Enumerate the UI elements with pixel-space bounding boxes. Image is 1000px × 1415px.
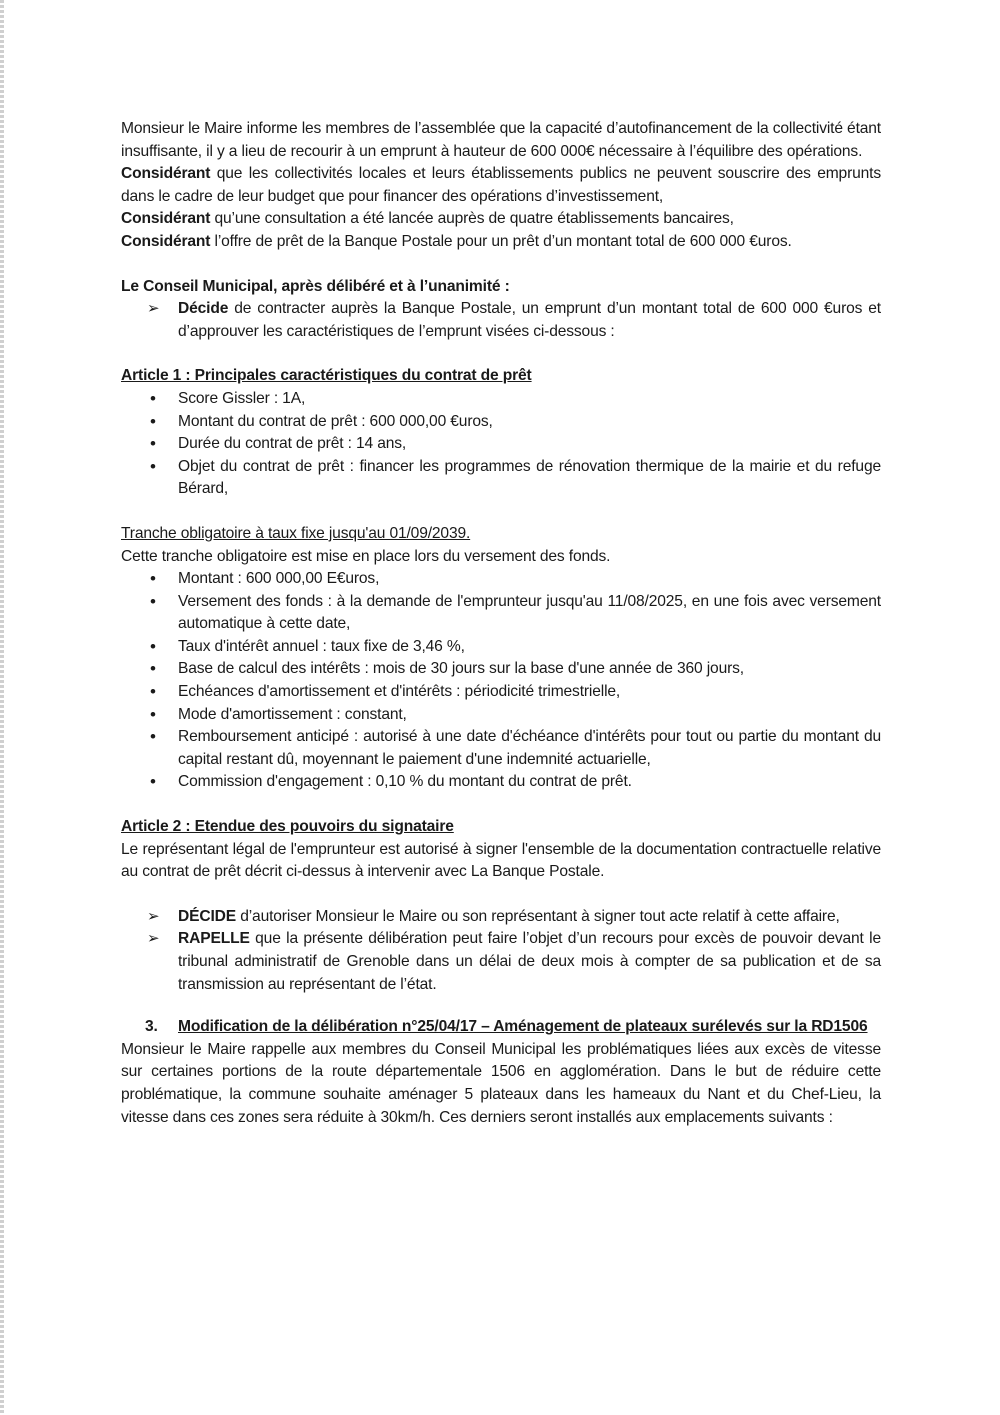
list-item: • Base de calcul des intérêts : mois de 30 jours sur la base d'une année de 360 jours, [178, 658, 881, 681]
list-item: • Versement des fonds : à la demande de l'emprunteur jusqu'au 11/08/2025, en une fois avec versement automatique à cette date, [178, 591, 881, 636]
document-page [121, 118, 881, 1129]
section-number: 3. [145, 1018, 158, 1036]
article1-list [121, 388, 881, 501]
scan-edge-artifact [0, 0, 4, 1415]
decision-list [121, 298, 881, 343]
list-item: • Durée du contrat de prêt : 14 ans, [178, 433, 881, 456]
considerant-3: Considérant l’offre de prêt de la Banque Postale pour un prêt d’un montant total de 600 000 €uros. [121, 232, 792, 250]
list-item: • Objet du contrat de prêt : financer les programmes de rénovation thermique de la mairie et du refuge Bérard, [178, 456, 881, 501]
considerant-2: Considérant qu’une consultation a été lancée auprès de quatre établissements bancaires, [121, 210, 734, 228]
list-item: • Montant du contrat de prêt : 600 000,00 €uros, [178, 411, 881, 434]
section-title: Modification de la délibération n°25/04/17 – Aménagement de plateaux surélevés sur la RD1506 [178, 1018, 868, 1036]
list-item: • Commission d'engagement : 0,10 % du montant du contrat de prêt. [178, 771, 881, 794]
list-item: • Score Gissler : 1A, [178, 388, 881, 411]
decision-item: ➢ DÉCIDE d’autoriser Monsieur le Maire ou son représentant à signer tout acte relatif à cette affaire, [178, 906, 881, 929]
tranche-heading: Tranche obligatoire à taux fixe jusqu'au 01/09/2039. [121, 524, 471, 542]
list-item: • Echéances d'amortissement et d'intérêts : périodicité trimestrielle, [178, 681, 881, 704]
considerant-1: Considérant que les collectivités locales et leurs établissements publics ne peuvent souscrire des emprunts dans le cadre de leur budget que pour financer des opérations d’investissement, [121, 165, 881, 205]
article2-decision-list [121, 906, 881, 996]
list-item: • Montant : 600 000,00 E€uros, [178, 568, 881, 591]
intro-paragraph: Monsieur le Maire informe les membres de l’assemblée que la capacité d’autofinancement de la collectivité étant insuffisante, il y a lieu de recourir à un emprunt à hauteur de 600 000€ nécessaire à l’équilibre des opérations. [121, 120, 881, 160]
decision-heading: Le Conseil Municipal, après délibéré et à l’unanimité : [121, 277, 510, 295]
tranche-intro: Cette tranche obligatoire est mise en place lors du versement des fonds. [121, 547, 611, 565]
list-item: • Taux d'intérêt annuel : taux fixe de 3,46 %, [178, 636, 881, 659]
article1-heading: Article 1 : Principales caractéristiques du contrat de prêt [121, 367, 532, 385]
section3-heading [121, 1016, 881, 1039]
arrow-right-icon: ➢ [147, 300, 160, 318]
arrow-right-icon: ➢ [147, 930, 160, 948]
section3-paragraph: Monsieur le Maire rappelle aux membres du Conseil Municipal les problématiques liées aux excès de vitesse sur certaines portions de la route départementale 1506 en agglomération. Dans le but de réduire cette problématique, la commune souhaite aménager 5 plateaux dans les hameaux du Nant et du Chef-Lieu, la vitesse dans ces zones sera réduite à 30km/h. Ces derniers seront installés aux emplacements suivants : [121, 1040, 881, 1126]
decision-item: ➢ Décide de contracter auprès la Banque Postale, un emprunt d’un montant total de 600 000 €uros et d’approuver les caractéristiques de l’emprunt visées ci-dessous : [147, 300, 881, 340]
decision-item: ➢ RAPELLE que la présente délibération peut faire l’objet d’un recours pour excès de pouvoir devant le tribunal administratif de Grenoble dans un délai de deux mois à compter de sa publication et de sa transmission au représentant de l’état. [147, 930, 881, 993]
list-item: • Mode d'amortissement : constant, [178, 704, 881, 727]
article2-heading: Article 2 : Etendue des pouvoirs du signataire [121, 818, 454, 836]
arrow-right-icon: ➢ [147, 907, 160, 925]
list-item: • Remboursement anticipé : autorisé à une date d'échéance d'intérêts pour tout ou partie du montant du capital restant dû, moyennant le paiement d'une indemnité actuarielle, [178, 726, 881, 771]
tranche-list [121, 568, 881, 794]
article2-paragraph: Le représentant légal de l'emprunteur est autorisé à signer l'ensemble de la documentation contractuelle relative au contrat de prêt décrit ci-dessus à intervenir avec La Banque Postale. [121, 840, 881, 881]
